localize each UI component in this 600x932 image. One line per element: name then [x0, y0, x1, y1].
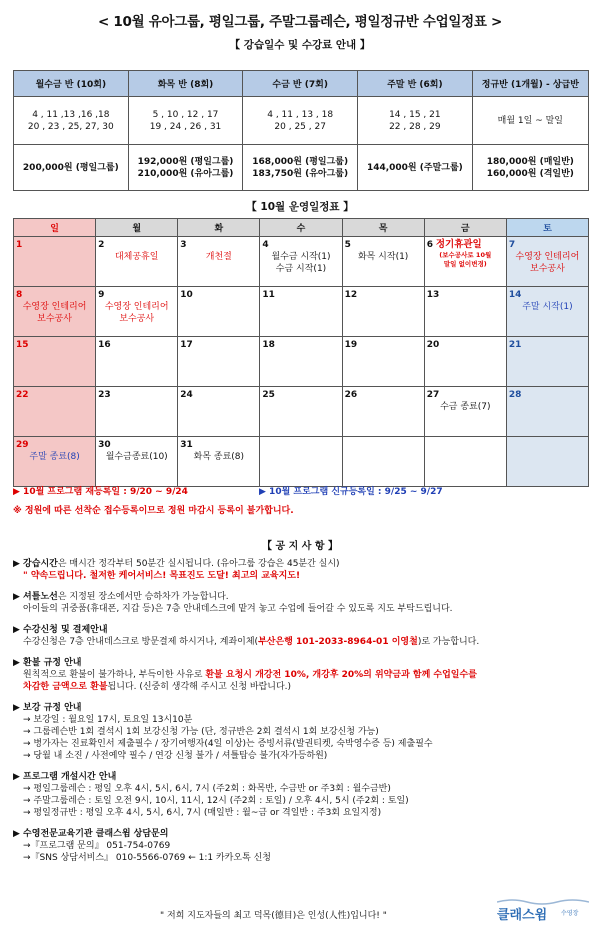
calendar-day-cell	[178, 287, 260, 337]
fee-prices-cell: 144,000원 (주말그룹)	[358, 145, 473, 191]
fee-prices-cell: 168,000원 (평일그룹) 183,750원 (유아그룹)	[243, 145, 358, 191]
notice-makeup: ▶ 보강 규정 안내 → 보강일 : 월요일 17시, 토요일 13시10분 → 그룹레슨반 1회 결석시 1회 보강신청 가능 (단, 정규반은 2회 결석시 1회 보강신청 가능) → 병가자는 진료확인서 제출필수 / 장기여행자(4일 이상)는 증빙서류(발권티켓, 숙박영수증 등) 제출필수 → 당월 내 소진 / 사전예약 필수 / 연강 신청 불가 / 셔틀탑승 불가(자가등하원)	[13, 703, 433, 761]
fee-header-2: 수금 반 (7회)	[243, 71, 358, 97]
day-number: 29	[16, 440, 29, 450]
bank-account: 부산은행 101-2033-8964-01 이영철	[258, 637, 418, 647]
day-number: 10	[180, 290, 193, 300]
calendar-day-cell	[96, 437, 178, 487]
weekday-header: 일	[14, 219, 96, 237]
day-event: 수금 시작(1)	[275, 264, 327, 274]
registration-warning: ※ 정원에 따른 선착순 접수등록이므로 정원 마감시 등록이 불가합니다.	[13, 506, 294, 516]
calendar-day-cell	[14, 387, 96, 437]
day-number: 26	[344, 390, 358, 400]
calendar-day-cell	[14, 437, 96, 487]
fee-dates-cell: 4 , 11 , 13 , 18 20 , 25 , 27	[243, 97, 358, 145]
classwim-logo: 클래스윔 수영장	[497, 898, 589, 927]
day-event: 월수금 시작(1)	[271, 252, 331, 262]
calendar-day-cell	[178, 387, 260, 437]
weekday-header: 토	[506, 219, 588, 237]
day-number: 16	[98, 340, 111, 350]
fee-prices-cell: 180,000원 (매일반) 160,000원 (격일반)	[472, 145, 588, 191]
day-number: 19	[344, 340, 358, 350]
weekday-header: 수	[260, 219, 342, 237]
weekday-header: 월	[96, 219, 178, 237]
notice-payment: ▶ 수강신청 및 결제안내 수강신청은 7층 안내데스크로 방문결제 하시거나, 계좌이체(부산은행 101-2033-8964-01 이영철)로 가능합니다.	[13, 625, 480, 647]
calendar-day-cell	[506, 287, 588, 337]
calendar-day-cell	[424, 387, 506, 437]
weekday-header: 목	[342, 219, 424, 237]
notice-lesson-time: ▶ 강습시간은 매시간 정각부터 50분간 실시됩니다. (유아그룹 강습은 45분간 실시) " 약속드립니다. 철저한 케어서비스! 목표진도 도달! 최고의 교육지도!	[13, 559, 340, 581]
day-event: 수금 종료(7)	[440, 402, 491, 412]
day-number: 22	[16, 390, 29, 400]
closing-message: " 저희 지도자들의 최고 덕목(德目)은 인성(人性)입니다! "	[160, 911, 387, 921]
day-number: 11	[262, 290, 275, 300]
calendar-day-cell	[506, 387, 588, 437]
day-number: 28	[508, 390, 522, 400]
day-number: 30	[98, 440, 111, 450]
day-number: 6	[426, 240, 433, 250]
day-event: 주말 종료(8)	[29, 452, 80, 462]
calendar-day-cell	[178, 337, 260, 387]
day-number: 8	[16, 290, 23, 300]
day-event: 주말 시작(1)	[522, 302, 573, 312]
day-event: 말일 없이변경)	[443, 260, 487, 268]
calendar-day-cell	[14, 237, 96, 287]
day-event: 보수공사	[530, 264, 565, 274]
day-number: 23	[98, 390, 111, 400]
day-number: 27	[426, 390, 440, 400]
notice-refund: ▶ 환불 규정 안내 원칙적으로 환불이 불가하나, 부득이한 사유로 환불 요청시 개강전 10%, 개강후 20%의 위약금과 함께 수업일수를 차감한 금액으로 환불됩니다. (신중히 생각해 주시고 신청 바랍니다.)	[13, 658, 477, 692]
calendar-day-cell	[506, 437, 588, 487]
day-number: 15	[16, 340, 29, 350]
notice-program-times: ▶ 프로그램 개설시간 안내 → 평일그룹레슨 : 평일 오후 4시, 5시, 6시, 7시 (주2회 : 화목반, 수금반 or 주3회 : 월수금반) → 주말그룹레슨 : 토일 오전 9시, 10시, 11시, 12시 (주2회 : 토일) / 오후 4시, 5시 (주2회 : 토일) → 평일정규반 : 평일 오후 4시, 5시, 6시, 7시 (매일반 : 월~금 or 격일반 : 주3회 요일지정)	[13, 772, 409, 818]
page-title: < 10월 유아그룹, 평일그룹, 주말그룹레슨, 평일정규반 수업일정표 >	[97, 14, 503, 30]
fee-prices-cell: 200,000원 (평일그룹)	[14, 145, 129, 191]
calendar-day-cell	[260, 287, 342, 337]
calendar-day-cell	[178, 237, 260, 287]
day-event: (보수공사로 10월	[439, 251, 492, 259]
calendar-day-cell	[260, 437, 342, 487]
calendar-day-cell	[506, 337, 588, 387]
weekday-header: 금	[424, 219, 506, 237]
calendar-day-cell	[96, 237, 178, 287]
calendar-day-cell	[424, 237, 506, 287]
day-number: 31	[180, 440, 193, 450]
day-number: 13	[426, 290, 440, 300]
day-event: 화목 종료(8)	[193, 452, 245, 462]
fee-dates-cell: 매월 1일 ~ 말일	[472, 97, 588, 145]
day-number: 14	[508, 290, 522, 300]
weekday-header: 화	[178, 219, 260, 237]
day-number: 21	[508, 340, 522, 350]
fee-header-4: 정규반 (1개월) - 상급반	[472, 71, 588, 97]
calendar-day-cell	[14, 287, 96, 337]
day-number: 1	[16, 240, 23, 250]
day-event: 대체공휴일	[114, 252, 159, 262]
calendar-day-cell	[506, 237, 588, 287]
calendar-day-cell	[424, 437, 506, 487]
fee-dates-cell: 5 , 10 , 12 , 17 19 , 24 , 26 , 31	[128, 97, 243, 145]
day-number: 5	[344, 240, 351, 250]
fee-table-heading: 【 강습일수 및 수강료 안내 】	[229, 39, 371, 51]
calendar-table	[13, 218, 589, 487]
closed-day-label: 정기휴관일	[435, 239, 482, 250]
calendar-day-cell	[14, 337, 96, 387]
calendar-day-cell	[96, 387, 178, 437]
day-event: 수영장 인테리어	[515, 252, 580, 262]
fee-prices-cell: 192,000원 (평일그룹) 210,000원 (유아그룹)	[128, 145, 243, 191]
day-event: 화목 시작(1)	[357, 252, 409, 262]
calendar-day-cell	[342, 287, 424, 337]
day-number: 17	[180, 340, 193, 350]
calendar-day-cell	[96, 287, 178, 337]
day-event: 보수공사	[119, 314, 155, 324]
fee-dates-cell: 4 , 11 ,13 ,16 ,18 20 , 23 , 25, 27, 30	[14, 97, 129, 145]
day-event: 월수금종료(10)	[105, 452, 168, 462]
day-number: 20	[426, 340, 440, 350]
notice-contact: ▶ 수영전문교육기관 클래스윔 상담문의 →『프로그램 문의』 051-754-0769 →『SNS 상담서비스』 010-5566-0769 ← 1:1 카카오톡 신청	[13, 829, 272, 863]
fee-header-3: 주말 반 (6회)	[358, 71, 473, 97]
calendar-day-cell	[178, 437, 260, 487]
fee-header-1: 화목 반 (8회)	[128, 71, 243, 97]
calendar-day-cell	[342, 337, 424, 387]
notice-list	[13, 558, 593, 873]
day-event: 수영장 인테리어	[22, 302, 87, 312]
calendar-day-cell	[96, 337, 178, 387]
day-event: 수영장 인테리어	[104, 302, 169, 312]
re-register-date: ▶ 10월 프로그램 재등록일 : 9/20 ~ 9/24	[13, 487, 188, 497]
fee-header-0: 월수금 반 (10회)	[14, 71, 129, 97]
calendar-day-cell	[260, 337, 342, 387]
day-number: 24	[180, 390, 193, 400]
notice-shuttle: ▶ 셔틀노선은 지정된 장소에서만 승하차가 가능합니다. 아이들의 귀중품(휴대폰, 지갑 등)은 7층 안내데스크에 맡겨 놓고 수업에 들어갈 수 있도록 지도 부탁드립니다.	[13, 592, 453, 614]
notice-heading: 【 공 지 사 항 】	[261, 541, 339, 552]
calendar-day-cell	[342, 237, 424, 287]
calendar-day-cell	[260, 387, 342, 437]
fee-dates-cell: 14 , 15 , 21 22 , 28 , 29	[358, 97, 473, 145]
fee-table	[13, 70, 589, 191]
day-number: 25	[262, 390, 275, 400]
day-number: 3	[180, 240, 187, 250]
day-number: 12	[344, 290, 358, 300]
day-number: 7	[508, 240, 516, 250]
day-number: 2	[98, 240, 105, 250]
new-register-date: ▶ 10월 프로그램 신규등록일 : 9/25 ~ 9/27	[259, 487, 443, 497]
calendar-day-cell	[342, 437, 424, 487]
day-event: 보수공사	[37, 314, 72, 324]
calendar-day-cell	[260, 237, 342, 287]
calendar-day-cell	[424, 287, 506, 337]
day-number: 4	[262, 240, 269, 250]
calendar-day-cell	[342, 387, 424, 437]
day-number: 18	[262, 340, 275, 350]
calendar-day-cell	[424, 337, 506, 387]
day-event: 개천절	[205, 252, 232, 262]
calendar-heading: 【 10월 운영일정표 】	[246, 201, 354, 213]
day-number: 9	[98, 290, 105, 300]
